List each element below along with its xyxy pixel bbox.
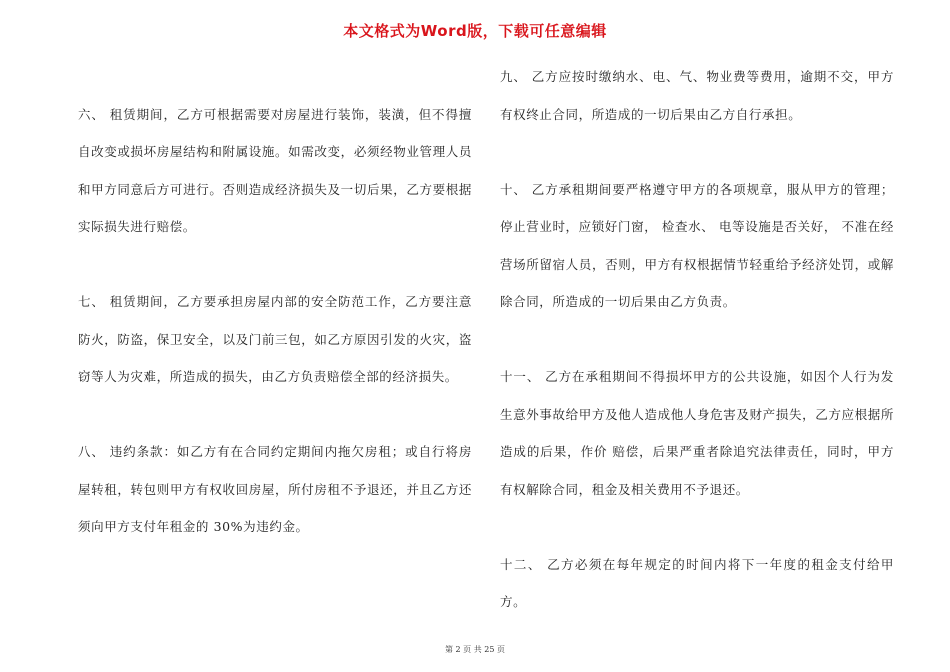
- right-column: [500, 58, 894, 621]
- clause-12: 十二、 乙方必须在每年规定的时间内将下一年度的租金支付给甲方。: [500, 556, 894, 609]
- spacer: [78, 396, 472, 434]
- word-format-banner: 本文格式为Word版，下载可任意编辑: [343, 22, 607, 40]
- clause-9: 九、 乙方应按时缴纳水、电、气、物业费等费用，逾期不交，甲方有权终止合同，所造成的一切后果由乙方自行承担。: [500, 69, 894, 122]
- spacer: [78, 58, 472, 96]
- spacer: [500, 321, 894, 359]
- spacer: [500, 133, 894, 171]
- clause-8: 八、 违约条款：如乙方有在合同约定期间内拖欠房租；或自行将房屋转租，转包则甲方有权收回房屋，所付房租不予退还，并且乙方还须向甲方支付年租金的 30%为违约金。: [78, 444, 472, 534]
- page-number: 第 2 页 共 25 页: [445, 645, 505, 654]
- left-column: [78, 58, 472, 546]
- clause-6: 六、 租赁期间，乙方可根据需要对房屋进行装饰，装潢，但不得擅自改变或损坏房屋结构和附属设施。如需改变，必须经物业管理人员和甲方同意后方可进行。否则造成经济损失及一切后果，乙方要根据实际损失进行赔偿。: [78, 106, 472, 234]
- clause-11: 十一、 乙方在承租期间不得损坏甲方的公共设施，如因个人行为发生意外事故给甲方及他人造成他人身危害及财产损失，乙方应根据所造成的后果，作价 赔偿，后果严重者除追究法律责任，同时，甲方有权解除合同，租金及相关费用不予退还。: [500, 369, 894, 497]
- clause-7: 七、 租赁期间，乙方要承担房屋内部的安全防范工作，乙方要注意防火，防盗，保卫安全，以及门前三包，如乙方原因引发的火灾，盗窃等人为灾难，所造成的损失，由乙方负责赔偿全部的经济损失。: [78, 294, 472, 384]
- clause-10: 十、 乙方承租期间要严格遵守甲方的各项规章，服从甲方的管理；停止营业时，应锁好门窗， 检查水、 电等设施是否关好， 不准在经营场所留宿人员，否则，甲方有权根据情节轻重给予经济处罚，或解除合同，所造成的一切后果由乙方负责。: [500, 181, 894, 309]
- spacer: [500, 508, 894, 546]
- spacer: [78, 246, 472, 284]
